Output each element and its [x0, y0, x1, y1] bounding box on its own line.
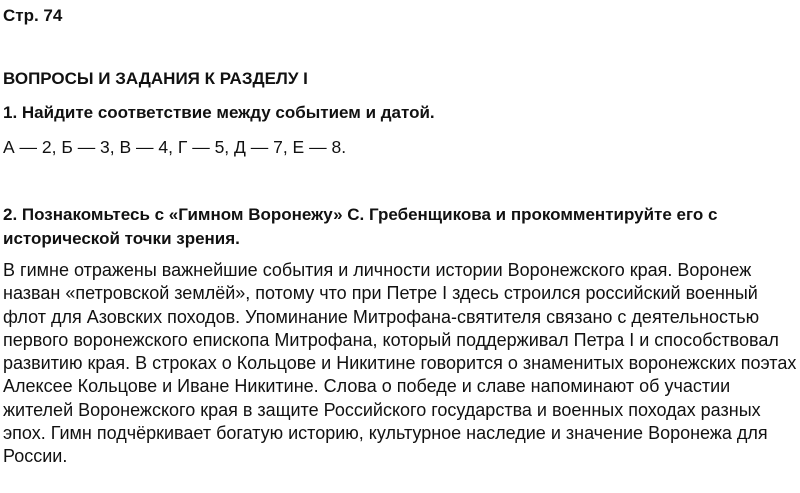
question-1-answer: А — 2, Б — 3, В — 4, Г — 5, Д — 7, Е — 8.	[3, 137, 347, 157]
page-number: Стр. 74	[3, 6, 63, 25]
section-title: ВОПРОСЫ И ЗАДАНИЯ К РАЗДЕЛУ I	[3, 69, 308, 88]
question-2-answer: В гимне отражены важнейшие события и личности истории Воронежского края. Воронеж назван «петровской землёй», потому что при Петре I здесь строился российский военный флот для Азовских походов. Упоминание Митрофана-святителя связано с деятельностью первого воронежского епископа Митрофана, который поддерживал Петра I и способствовал развитию края. В строках о Кольцове и Никитине говорится о знаменитых воронежских поэтах Алексее Кольцове и Иване Никитине. Слова о победе и славе напоминают об участии жителей Воронежского края в защите Российского государства и военных походах разных эпох. Гимн подчёркивает богатую историю, культурное наследие и значение Воронежа для России.	[3, 260, 797, 467]
question-2-text: 2. Познакомьтесь с «Гимном Воронежу» С. Гребенщикова и прокомментируйте его с исторической точки зрения.	[3, 205, 718, 248]
question-1-text: 1. Найдите соответствие между событием и датой.	[3, 103, 435, 122]
